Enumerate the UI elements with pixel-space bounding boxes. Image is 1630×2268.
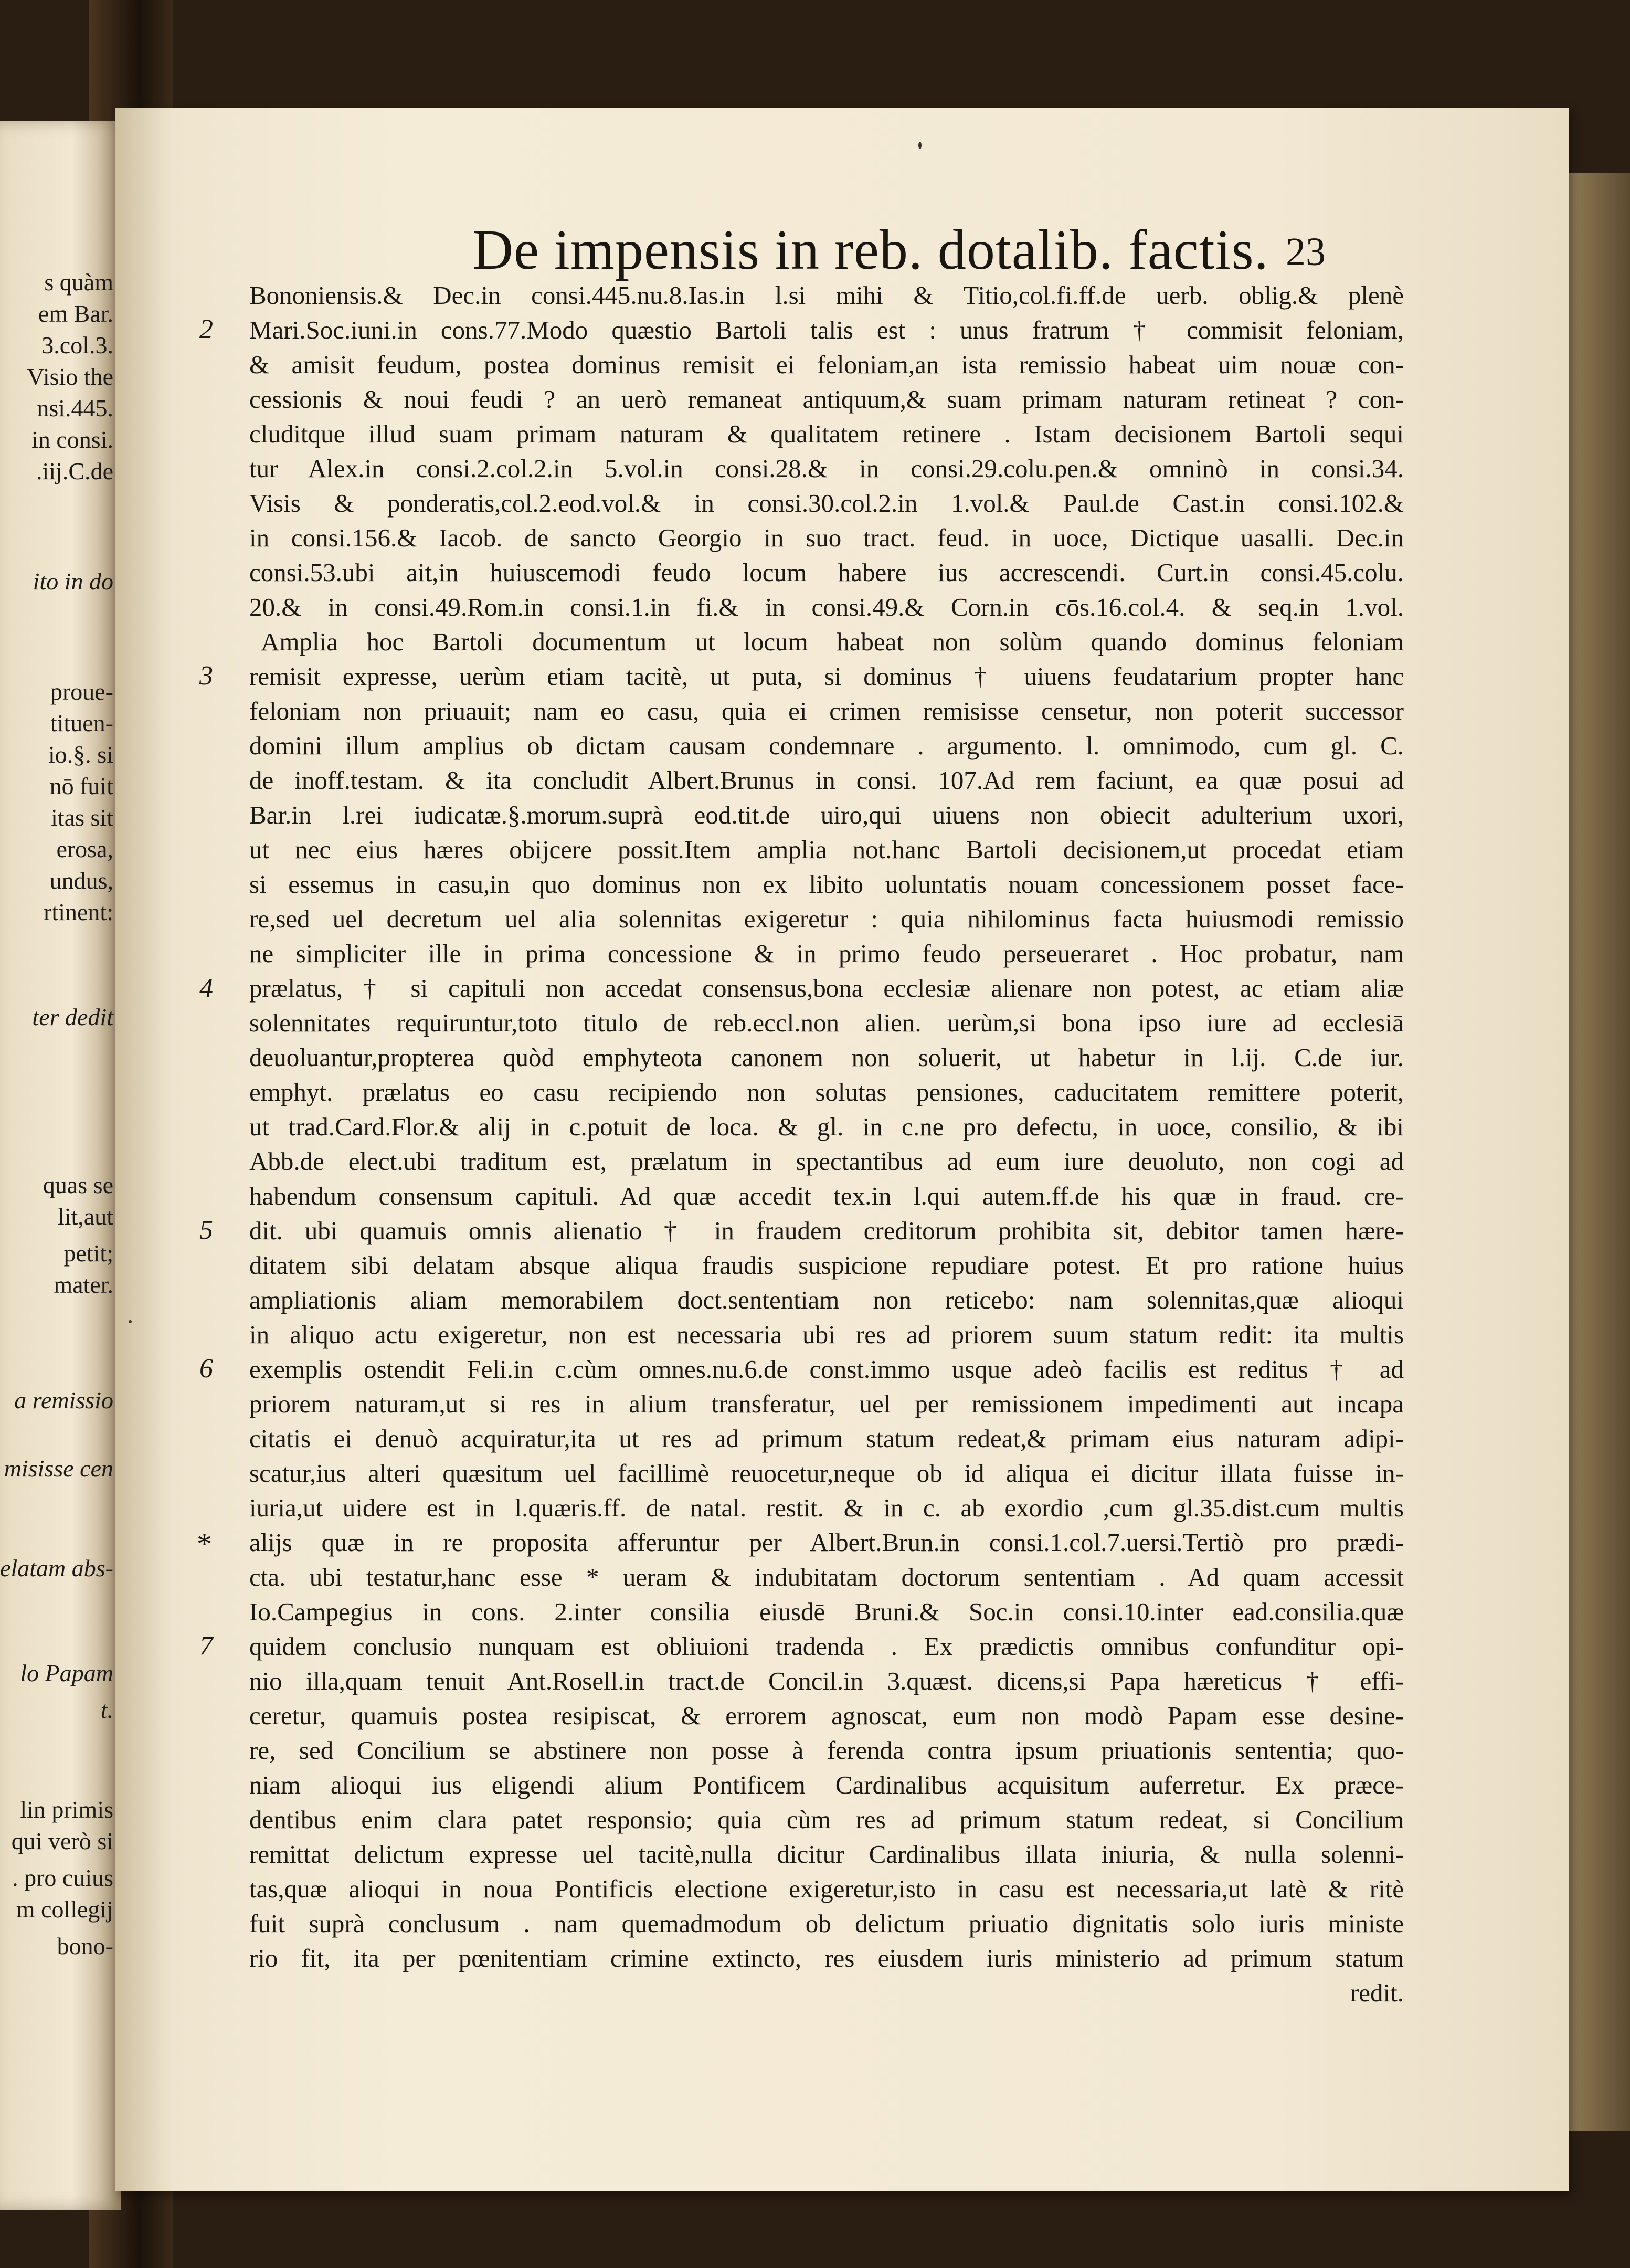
body-line: emphyt. prælatus eo casu recipiendo non solutas pensiones, caducitatem remittere poterit, xyxy=(249,1078,1404,1106)
body-line: ut nec eius hæres obijcere possit.Item amplia not.hanc Bartoli decisionem,ut procedat etiam xyxy=(249,835,1404,864)
left-page-fragment: misisse cen xyxy=(4,1455,113,1482)
body-line: ne simpliciter ille in prima concessione & in primo feudo perseueraret . Hoc probatur, nam xyxy=(249,939,1404,968)
body-line: 20.& in consi.49.Rom.in consi.1.in fi.& in consi.49.& Corn.in cōs.16.col.4. & seq.in 1.vol. xyxy=(249,593,1404,621)
body-line: domini illum amplius ob dictam causam condemnare . argumento. l. omnimodo, cum gl. C. xyxy=(249,731,1404,760)
left-page-fragment: petit; xyxy=(63,1240,113,1267)
body-line: alijs quæ in re proposita afferuntur per Albert.Brun.in consi.1.col.7.uersi.Tertiò pro prædi- xyxy=(249,1528,1404,1557)
body-line: ampliationis aliam memorabilem doct.sententiam non reticebo: nam solennitas,quæ alioqui xyxy=(249,1285,1404,1314)
left-page-fragment: m collegij xyxy=(16,1896,113,1923)
margin-number: 2 xyxy=(199,314,213,344)
body-line: scatur,ius alteri quæsitum uel facillimè reuocetur,neque ob id aliqua ei dicitur illata fuisse in- xyxy=(249,1459,1404,1488)
running-title: De impensis in reb. dotalib. factis. xyxy=(472,219,1269,281)
body-line: & amisit feudum, postea dominus remisit ei feloniam,an ista remissio habeat uim nouæ con- xyxy=(249,350,1404,379)
margin-number: 6 xyxy=(199,1354,213,1384)
left-page-fragment: erosa, xyxy=(56,836,113,862)
left-page-fragment: mater. xyxy=(54,1271,113,1298)
left-page-fragment: nō fuit xyxy=(49,773,113,799)
body-line: priorem naturam,ut si res in alium transferatur, uel per remissionem impedimenti aut incapa xyxy=(249,1389,1404,1418)
body-line: consi.53.ubi ait,in huiuscemodi feudo locum habere ius accrescendi. Curt.in consi.45.colu. xyxy=(249,558,1404,587)
left-page-fragment: t. xyxy=(100,1696,113,1723)
body-line: dit. ubi quamuis omnis alienatio † in fraudem creditorum prohibita sit, debitor tamen hære- xyxy=(249,1216,1404,1245)
body-line: solennitates requiruntur,toto titulo de reb.eccl.non alien. uerùm,si bona ipso iure ad ecclesiā xyxy=(249,1008,1404,1037)
body-line: Abb.de elect.ubi traditum est, prælatum in spectantibus ad eum iure deuoluto, non cogi ad xyxy=(249,1147,1404,1176)
left-page-fragment: ito in do xyxy=(33,568,113,595)
body-line: Io.Campegius in cons. 2.inter consilia eiusdē Bruni.& Soc.in consi.10.inter ead.consilia.quæ xyxy=(249,1597,1404,1626)
body-line: ditatem sibi delatam absque aliqua fraudis suspicione repudiare potest. Et pro ratione huius xyxy=(249,1251,1404,1280)
left-page-fragment: rtinent: xyxy=(44,899,113,925)
body-line: quidem conclusio nunquam est obliuioni tradenda . Ex prædictis omnibus confunditur opi- xyxy=(249,1632,1404,1661)
right-page xyxy=(115,108,1569,2191)
left-page-fragment: in consi. xyxy=(31,426,113,453)
margin-number: 7 xyxy=(199,1631,213,1661)
left-page-fragment: lit,aut xyxy=(57,1203,113,1230)
margin-number: 3 xyxy=(199,661,213,691)
body-line: remittat delictum expresse uel tacitè,nulla dicitur Cardinalibus illata iniuria, & nulla solenni- xyxy=(249,1840,1404,1869)
body-line: ceretur, quamuis postea resipiscat, & errorem agnoscat, eum non modò Papam esse desine- xyxy=(249,1701,1404,1730)
left-page-fragment: qui verò si xyxy=(11,1828,113,1854)
margin-asterisk: * xyxy=(197,1527,212,1561)
left-page-fragment: nsi.445. xyxy=(37,395,113,421)
margin-number: 5 xyxy=(199,1215,213,1245)
left-page-fragment: quas se xyxy=(43,1172,113,1198)
left-page-fragment: . pro cuius xyxy=(12,1864,113,1891)
body-line: cta. ubi testatur,hanc esse * ueram & indubitatam doctorum sententiam . Ad quam accessit xyxy=(249,1563,1404,1591)
folio-number: 23 xyxy=(1286,230,1326,274)
body-line: feloniam non priuauit; nam eo casu, quia ei crimen remisisse censetur, non poterit successor xyxy=(249,697,1404,725)
margin-number: 4 xyxy=(199,974,213,1004)
left-page-fragment: 3.col.3. xyxy=(41,332,113,358)
left-page-fragment: Visio the xyxy=(27,363,113,390)
body-line: re, sed Concilium se abstinere non posse à ferenda contra ipsum priuationis sententia; quo- xyxy=(249,1736,1404,1765)
body-line: prælatus, † si capituli non accedat consensus,bona ecclesiæ alienare non potest, ac etiam aliæ xyxy=(249,974,1404,1003)
left-page-fragment: undus, xyxy=(49,867,113,894)
paper-speck xyxy=(129,1320,132,1323)
left-page-fragment: s quàm xyxy=(44,269,113,296)
left-page-fragment: bono- xyxy=(57,1933,113,1959)
left-page-fragment: io.§. si xyxy=(48,741,113,768)
left-page-fragment: itas sit xyxy=(51,804,113,831)
left-page-fragment: elatam abs- xyxy=(0,1555,113,1581)
left-page-fragment: proue- xyxy=(50,678,113,705)
body-line: in aliquo actu exigeretur, non est necessaria ubi res ad priorem suum statum redit: ita multis xyxy=(249,1320,1404,1349)
body-line: habendum consensum capituli. Ad quæ accedit tex.in l.qui autem.ff.de his quæ in fraud. cre- xyxy=(249,1182,1404,1210)
body-line: cessionis & noui feudi ? an uerò remaneat antiquum,& suam primam naturam retineat ? con- xyxy=(249,385,1404,414)
body-line: rio fit, ita per pœnitentiam crimine extincto, res eiusdem iuris ministerio ad primum statum xyxy=(249,1944,1404,1972)
body-line: iuria,ut uidere est in l.quæris.ff. de natal. restit. & in c. ab exordio ,cum gl.35.dist.cum multis xyxy=(249,1493,1404,1522)
left-page-fragment: tituen- xyxy=(50,710,113,736)
left-page-fragment: lin primis xyxy=(20,1796,113,1823)
body-line: Amplia hoc Bartoli documentum ut locum habeat non solùm quando dominus feloniam xyxy=(261,627,1404,656)
body-line: Bononiensis.& Dec.in consi.445.nu.8.Ias.in l.si mihi & Titio,col.fi.ff.de uerb. oblig.& plenè xyxy=(249,281,1404,310)
body-line: Bar.in l.rei iudicatæ.§.morum.suprà eod.tit.de uiro,qui uiuens non obiecit adulterium uxori, xyxy=(249,800,1404,829)
body-line: nio illa,quam tenuit Ant.Rosell.in tract.de Concil.in 3.quæst. dicens,si Papa hæreticus † effi- xyxy=(249,1666,1404,1695)
body-line: Mari.Soc.iuni.in cons.77.Modo quæstio Bartoli talis est : unus fratrum † commisit feloniam, xyxy=(249,315,1404,344)
body-line: dentibus enim clara patet responsio; quia cùm res ad primum statum redeat, si Concilium xyxy=(249,1805,1404,1834)
body-line: ut trad.Card.Flor.& alij in c.potuit de loca. & gl. in c.ne pro defectu, in uoce, consilio, & ibi xyxy=(249,1112,1404,1141)
body-line: Visis & ponderatis,col.2.eod.vol.& in consi.30.col.2.in 1.vol.& Paul.de Cast.in consi.102.& xyxy=(249,489,1404,518)
body-line: de inoff.testam. & ita concludit Albert.Brunus in consi. 107.Ad rem faciunt, ea quæ posui ad xyxy=(249,766,1404,795)
paper-speck xyxy=(918,142,922,149)
left-page-fragment: em Bar. xyxy=(38,300,113,327)
body-line: remisit expresse, uerùm etiam tacitè, ut puta, si dominus † uiuens feudatarium propter hanc xyxy=(249,662,1404,691)
body-line: redit. xyxy=(1350,1978,1404,2007)
body-line: si essemus in casu,in quo dominus non ex libito uoluntatis nouam concessionem posset face- xyxy=(249,870,1404,899)
body-line: re,sed uel decretum uel alia solennitas exigeretur : quia nihilominus facta huiusmodi remissio xyxy=(249,904,1404,933)
body-line: niam alioqui ius eligendi alium Pontificem Cardinalibus acquisitum auferretur. Ex præce- xyxy=(249,1770,1404,1799)
body-line: tas,quæ alioqui in noua Pontificis electione exigeretur,isto in casu est necessaria,ut latè & ritè xyxy=(249,1874,1404,1903)
body-line: citatis ei denuò acquiratur,ita ut res ad primum statum redeat,& primam eius naturam adipi- xyxy=(249,1424,1404,1453)
body-line: cluditque illud suam primam naturam & qualitatem retinere . Istam decisionem Bartoli sequi xyxy=(249,419,1404,448)
body-line: fuit suprà conclusum . nam quemadmodum ob delictum priuatio dignitatis solo iuris ministe xyxy=(249,1909,1404,1938)
body-line: in consi.156.& Iacob. de sancto Georgio in suo tract. feud. in uoce, Dictique uasalli. Dec.in xyxy=(249,523,1404,552)
body-line: deuoluantur,propterea quòd emphyteota canonem non soluerit, ut habetur in l.ij. C.de iur. xyxy=(249,1043,1404,1072)
left-page-fragment: a remissio xyxy=(14,1387,113,1413)
body-text xyxy=(249,278,1404,2010)
body-line: exemplis ostendit Feli.in c.cùm omnes.nu.6.de const.immo usque adeò facilis est reditus † ad xyxy=(249,1355,1404,1384)
body-line: tur Alex.in consi.2.col.2.in 5.vol.in consi.28.& in consi.29.colu.pen.& omninò in consi.34. xyxy=(249,454,1404,483)
left-page-fragment: lo Papam xyxy=(20,1660,113,1686)
left-page xyxy=(0,121,121,2210)
left-page-fragment: ter dedit xyxy=(32,1004,113,1030)
left-page-fragment: .iij.C.de xyxy=(36,458,113,484)
